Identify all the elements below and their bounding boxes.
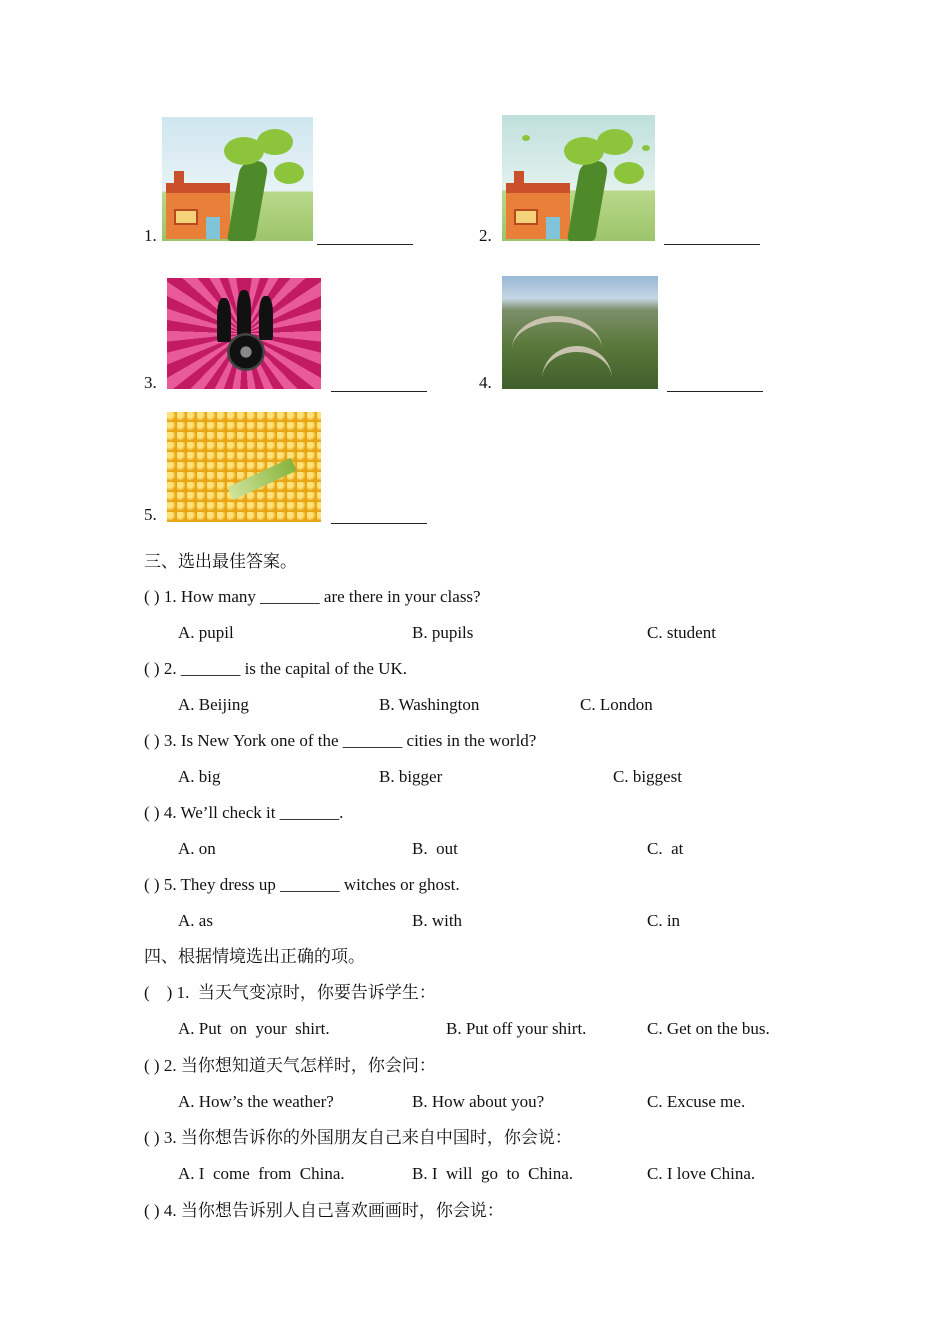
option-a: A. I come from China. (178, 1164, 345, 1183)
question-stem: ( ) 2. 当你想知道天气怎样时，你会问： (144, 1056, 436, 1075)
question-stem: ( ) 3. 当你想告诉你的外国朋友自己来自中国时，你会说： (144, 1128, 572, 1147)
section-title: 四、根据情境选出正确的项。 (144, 947, 365, 966)
question-stem: ( ) 1. 当天气变凉时，你要告诉学生： (144, 983, 436, 1002)
question-stem: ( ) 2. _______ is the capital of the UK. (144, 659, 407, 678)
question-stem: ( ) 4. 当你想告诉别人自己喜欢画画时，你会说： (144, 1201, 504, 1220)
option-b: B. with (412, 911, 463, 930)
picture-number: 5. (144, 505, 157, 524)
option-a: A. Put on your shirt. (178, 1019, 330, 1038)
option-c: C. London (580, 695, 653, 714)
answer-blank[interactable] (317, 244, 413, 245)
answer-blank[interactable] (331, 391, 427, 392)
corn-image (167, 412, 321, 522)
option-c: C. Excuse me. (647, 1092, 746, 1111)
party-dance-image (167, 278, 321, 389)
option-b: B. Washington (379, 695, 480, 714)
question-stem: ( ) 5. They dress up _______ witches or ghost. (144, 875, 460, 894)
answer-blank[interactable] (664, 244, 760, 245)
house-tree-calm-image (162, 117, 313, 241)
option-c: C. in (647, 911, 681, 930)
option-b: B. How about you? (412, 1092, 545, 1111)
question-stem: ( ) 3. Is New York one of the _______ cities in the world? (144, 731, 537, 750)
option-b: B. Put off your shirt. (446, 1019, 587, 1038)
picture-number: 2. (479, 226, 492, 245)
answer-blank[interactable] (331, 523, 427, 524)
option-a: A. big (178, 767, 221, 786)
option-a: A. on (178, 839, 216, 858)
option-c: C. at (647, 839, 684, 858)
option-b: B. out (412, 839, 458, 858)
great-wall-image (502, 276, 658, 389)
option-c: C. biggest (613, 767, 682, 786)
picture-number: 3. (144, 373, 157, 392)
option-a: A. as (178, 911, 213, 930)
option-b: B. pupils (412, 623, 474, 642)
option-a: A. How’s the weather? (178, 1092, 334, 1111)
option-a: A. Beijing (178, 695, 249, 714)
section-title: 三、选出最佳答案。 (144, 552, 297, 571)
option-c: C. student (647, 623, 716, 642)
option-b: B. I will go to China. (412, 1164, 574, 1183)
question-stem: ( ) 4. We’ll check it _______. (144, 803, 344, 822)
option-b: B. bigger (379, 767, 443, 786)
option-a: A. pupil (178, 623, 234, 642)
option-c: C. I love China. (647, 1164, 756, 1183)
picture-number: 4. (479, 373, 492, 392)
house-tree-windy-image (502, 115, 655, 241)
option-c: C. Get on the bus. (647, 1019, 770, 1038)
answer-blank[interactable] (667, 391, 763, 392)
question-stem: ( ) 1. How many _______ are there in your class? (144, 587, 481, 606)
picture-number: 1. (144, 226, 157, 245)
